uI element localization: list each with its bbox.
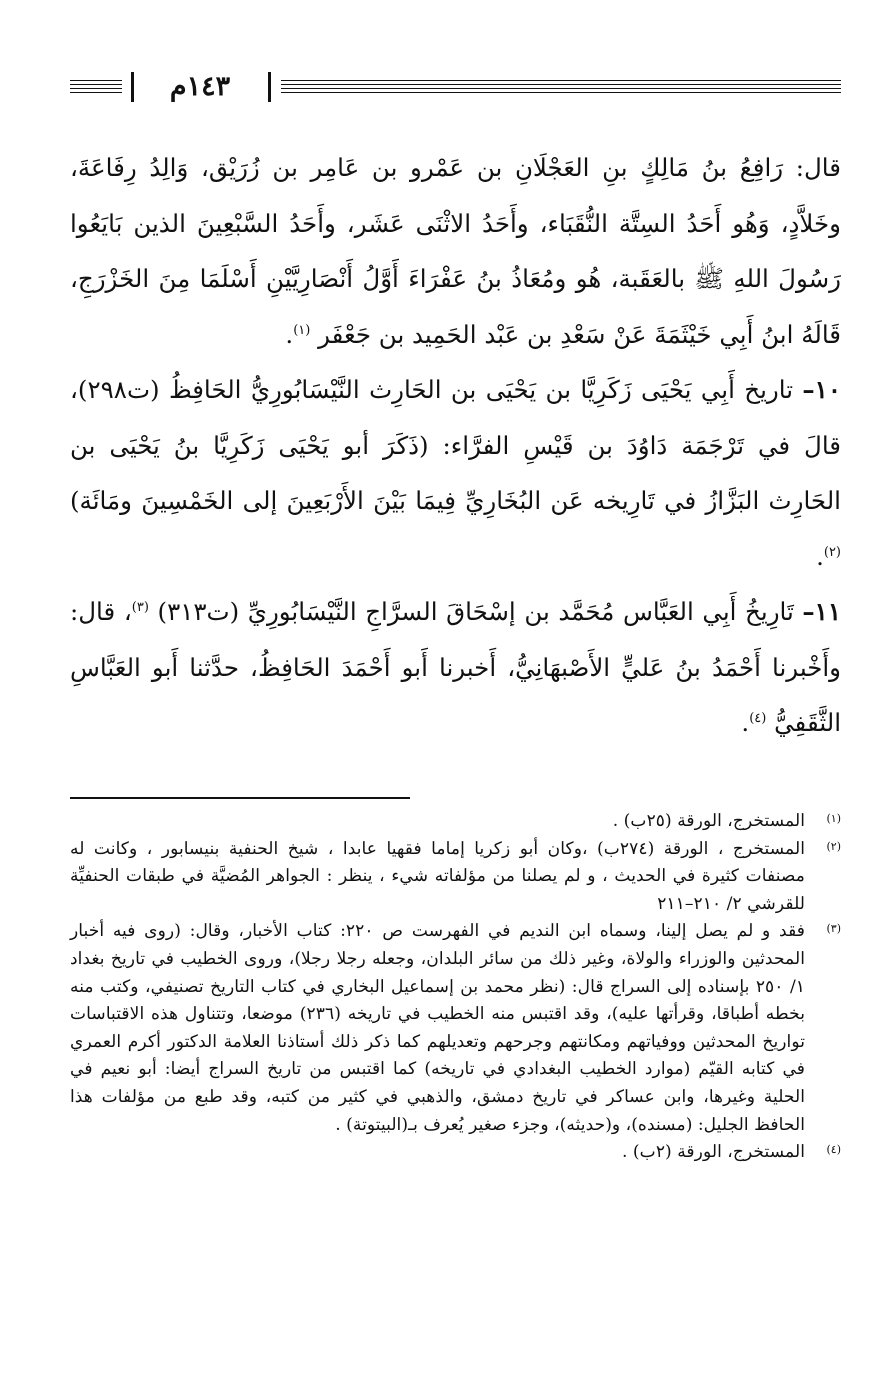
footnote-ref[interactable]: (١) — [293, 322, 311, 338]
list-item: ١٠– تاريخ أَبِي يَحْيَى زَكَرِيَّا بن يَحْيَى بن الحَارِث النَّيْسَابُورِيُّ الحَافِظُ (ت٢٩٨)، قالَ في تَرْجَمَة دَاوُدَ بن قَيْسِ الفرَّاء: (ذَكَرَ أبو يَحْيَى زَكَرِيَّا بنُ يَحْيَى بن الحَارِث البَزَّازُ في تَارِيخه عَن البُخَارِيِّ فِيمَا بَيْنَ الأَرْبَعِينَ إلى الخَمْسِينَ ومَائَة) $^{(٢)}$. — [70, 375, 841, 571]
header-rule-left — [70, 80, 122, 94]
footnote: (٢) المستخرج ، الورقة (٢٧٤ب) ،وكان أبو زكريا إماما فقهيا عابدا ، شيخ الحنفية بنيسابور ، وكانت له مصنفات كثيرة في الحديث ، و لم يصلنا من مؤلفاته شيء ، ينظر : الجواهر المُضيَّة في طبقات الحنفيِّة للقرشي ٢/ ٢١٠–٢١١ — [70, 836, 841, 919]
book-page — [70, 50, 841, 1380]
footnote-mark: (٣) — [826, 922, 841, 936]
header-bar — [268, 72, 271, 102]
footnote-ref[interactable]: (٣) — [131, 600, 149, 615]
footnote: (١) المستخرج، الورقة (٢٥ب) . — [70, 808, 841, 836]
footnote: (٤) المستخرج، الورقة (٢ب) . — [70, 1139, 841, 1167]
item-number: ١١– — [802, 597, 841, 626]
list-item: ١١– تَارِيخُ أَبِي العَبَّاس مُحَمَّد بن إسْحَاقَ السرَّاجِ النَّيْسَابُورِيِّ (ت٣١٣) $^{(٣)}$، قال: وأَخْبرنا أَحْمَدُ بنُ عَليٍّ الأَصْبهَانِيُّ، أَخبرنا أَبو أَحْمَدَ الحَافِظُ، حدَّثنا أَبو العَبَّاسِ الثَّقَفِيُّ $^{(٤)}$. — [70, 597, 841, 737]
item-number: ١٠– — [802, 375, 841, 404]
footnote-mark: (٢) — [826, 839, 841, 853]
footnote-ref[interactable]: (٢) — [823, 544, 841, 560]
footnote-separator — [70, 797, 410, 799]
paragraph: قال: رَافِعُ بنُ مَالِكٍ بنِ العَجْلَانِ بن عَمْرو بن عَامِر بن زُرَيْق، وَالِدُ رِفَاعَةَ، وخَلاَّدٍ، وَهُو أَحَدُ السِتَّة النُّقَبَاء، وأَحَدُ الاثْنَى عَشَر، وأَحَدُ السَّبْعِينَ الذين بَايَعُوا رَسُولَ اللهِ ﷺ بالعَقَبة، هُو ومُعَاذُ بنُ عَفْرَاءَ أَوَّلُ أَنْصَارِيَّيْنِ أَسْلَمَا مِنَ الخَزْرَجِ، قَالَهُ ابنُ أَبِي خَيْثَمَةَ عَنْ سَعْدِ بن عَبْد الحَمِيد بن جَعْفَر $^{(١)}$. — [70, 153, 841, 349]
footnotes — [70, 808, 841, 1167]
main-text — [70, 140, 841, 751]
footnote: (٣) فقد و لم يصل إلينا، وسماه ابن النديم في الفهرست ص ٢٢٠: كتاب الأخبار، وقال: (روى فيه أخبار المحدثين والوزراء والولاة، وغير ذلك من سائر البلدان، وجعله رجلا رجلا)، وروى الخطيب في تاريخ بغداد ١/ ٢٥٠ بإسناده إلى السراج قال: (نظر محمد بن إسماعيل البخاري في كتاب التاريخ تصنيفي، وكتب منه بخطه أطباقا، وقرأتها عليه)، وقد اقتبس منه الخطيب في تاريخه (٢٣٦) موضعا، وتتناول هذه الاقتباسات تواريخ المحدثين ووفياتهم ومكانتهم وجرحهم وتعديلهم كما ذكر ذلك أستاذنا العلامة الدكتور أكرم العمري في كتابه القيّم (موارد الخطيب البغدادي في تاريخه) كما اقتبس من تاريخ السراج أيضا: أبو نعيم في الحلية وغيرها، وابن عساكر في تاريخ دمشق، والذهبي في كثير من كتبه، وقد طبع من مؤلفات هذا الحافظ الجليل: (مسنده)، و(حديثه)، وجزء صغير يُعرف بـ(البيتوتة) . — [70, 918, 841, 1139]
header-bar — [131, 72, 134, 102]
footnote-mark: (١) — [826, 812, 841, 825]
header-rule-right — [281, 80, 841, 94]
footnote-ref[interactable]: (٤) — [749, 711, 767, 726]
footnote-mark: (٤) — [826, 1143, 841, 1157]
running-header — [70, 68, 841, 112]
page-number: ١٤٣م — [169, 71, 231, 102]
